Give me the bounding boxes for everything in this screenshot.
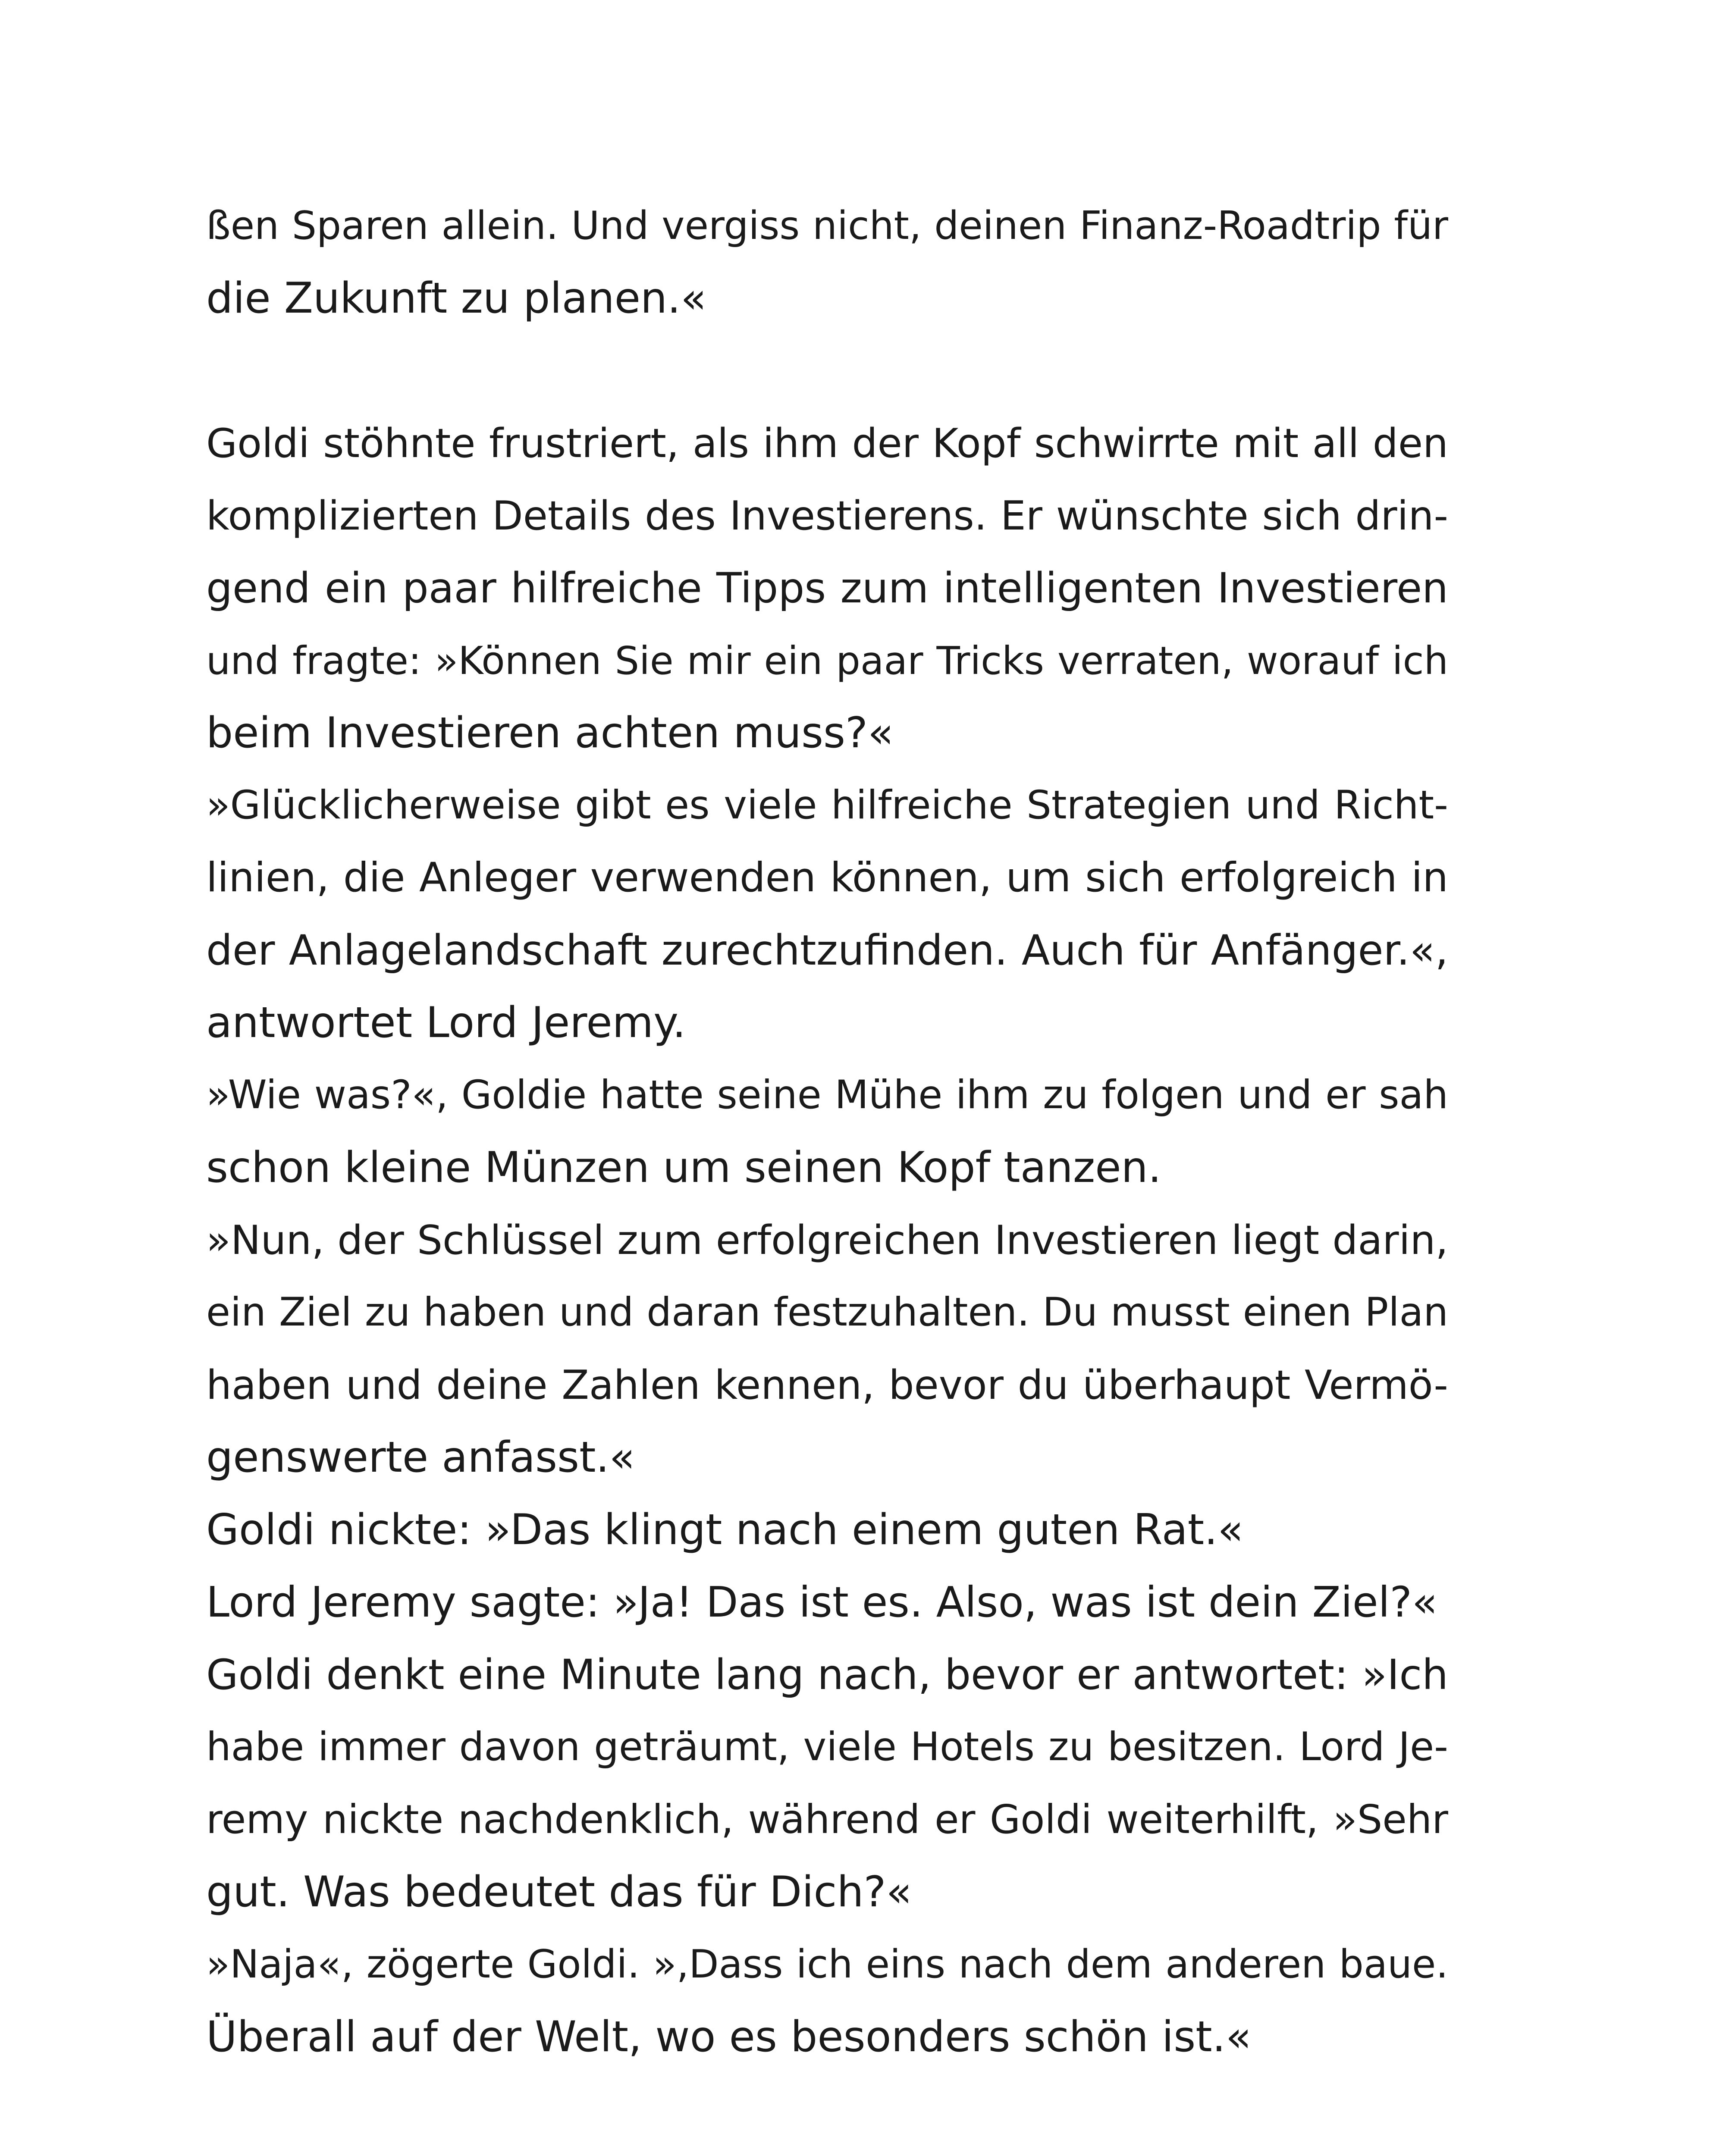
text-line: Goldi nickte: »Das klingt nach einem guten Rat.« bbox=[206, 1505, 1244, 1554]
text-line: linien, die Anleger verwenden können, um sich erfolgreich in bbox=[206, 854, 1448, 901]
text-line: Goldi denkt eine Minute lang nach, bevor er antwortet: »Ich bbox=[206, 1651, 1448, 1699]
text-line: ßen Sparen allein. Und vergiss nicht, deinen Finanz-Roadtrip für bbox=[206, 203, 1448, 248]
text-line: ein Ziel zu haben und daran festzuhalten. Du musst einen Plan bbox=[206, 1290, 1448, 1335]
text-line: remy nickte nachdenklich, während er Goldi weiterhilft, »Sehr bbox=[206, 1796, 1448, 1843]
text-line: genswerte anfasst.« bbox=[206, 1433, 635, 1482]
text-line: schon kleine Münzen um seinen Kopf tanzen. bbox=[206, 1143, 1161, 1192]
text-line: die Zukunft zu planen.« bbox=[206, 274, 707, 323]
text-line: »Naja«, zögerte Goldi. »,Dass ich eins nach dem anderen baue. bbox=[206, 1942, 1448, 1987]
text-line: gend ein paar hilfreiche Tipps zum intelligenten Investieren bbox=[206, 564, 1448, 612]
text-line: »Wie was?«, Goldie hatte seine Mühe ihm zu folgen und er sah bbox=[206, 1072, 1448, 1118]
text-line: Goldi stöhnte frustriert, als ihm der Kopf schwirrte mit all den bbox=[206, 420, 1448, 467]
text-line: »Glücklicherweise gibt es viele hilfreiche Strategien und Richt- bbox=[206, 783, 1448, 828]
text-line: antwortet Lord Jeremy. bbox=[206, 998, 686, 1047]
text-line: gut. Was bedeutet das für Dich?« bbox=[206, 1868, 912, 1917]
text-line: haben und deine Zahlen kennen, bevor du überhaupt Vermö- bbox=[206, 1362, 1448, 1408]
text-line: Überall auf der Welt, wo es besonders schön ist.« bbox=[206, 2012, 1252, 2062]
text-line: beim Investieren achten muss?« bbox=[206, 708, 894, 758]
body-text bbox=[206, 190, 1448, 2073]
text-line: der Anlagelandschaft zurechtzufinden. Auch für Anfänger.«, bbox=[206, 926, 1448, 975]
text-line: »Nun, der Schlüssel zum erfolgreichen Investieren liegt darin, bbox=[206, 1217, 1448, 1263]
paragraph-gap bbox=[206, 335, 1448, 407]
text-line: habe immer davon geträumt, viele Hotels zu besitzen. Lord Je- bbox=[206, 1724, 1448, 1770]
text-line: komplizierten Details des Investierens. Er wünschte sich drin- bbox=[206, 492, 1448, 539]
text-line: Lord Jeremy sagte: »Ja! Das ist es. Also, was ist dein Ziel?« bbox=[206, 1578, 1438, 1626]
text-line: und fragte: »Können Sie mir ein paar Tricks verraten, worauf ich bbox=[206, 638, 1448, 683]
